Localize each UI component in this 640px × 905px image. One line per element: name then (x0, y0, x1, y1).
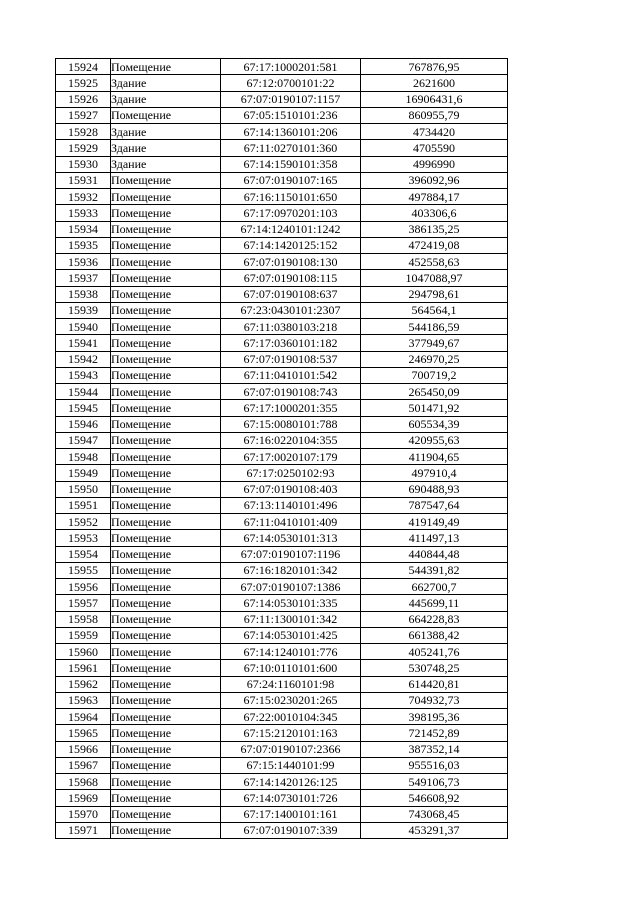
row-number-cell: 15967 (56, 757, 111, 773)
cadastral-number-cell: 67:07:0190107:165 (221, 172, 361, 188)
cadastral-number-cell: 67:11:0410101:542 (221, 367, 361, 383)
table-row (56, 449, 508, 465)
cadastral-number-cell: 67:14:0530101:335 (221, 595, 361, 611)
table-row (56, 562, 508, 578)
table-row (56, 432, 508, 448)
object-type-cell: Помещение (111, 416, 221, 432)
cadastral-value-cell: 445699,11 (361, 595, 508, 611)
object-type-cell: Помещение (111, 465, 221, 481)
cadastral-number-cell: 67:05:1510101:236 (221, 107, 361, 123)
cadastral-value-cell: 497910,4 (361, 465, 508, 481)
cadastral-value-cell: 396092,96 (361, 172, 508, 188)
table-row (56, 806, 508, 822)
row-number-cell: 15966 (56, 741, 111, 757)
object-type-cell: Помещение (111, 757, 221, 773)
object-type-cell: Помещение (111, 627, 221, 643)
cadastral-number-cell: 67:07:0190108:537 (221, 351, 361, 367)
row-number-cell: 15957 (56, 595, 111, 611)
table-row (56, 124, 508, 140)
cadastral-value-cell: 767876,95 (361, 59, 508, 75)
table-row (56, 91, 508, 107)
cadastral-number-cell: 67:11:0270101:360 (221, 140, 361, 156)
object-type-cell: Помещение (111, 59, 221, 75)
cadastral-number-cell: 67:07:0190108:130 (221, 254, 361, 270)
table-row (56, 660, 508, 676)
table-row (56, 172, 508, 188)
cadastral-number-cell: 67:07:0190108:403 (221, 481, 361, 497)
cadastral-value-cell: 661388,42 (361, 627, 508, 643)
object-type-cell: Помещение (111, 237, 221, 253)
table-row (56, 59, 508, 75)
cadastral-number-cell: 67:22:0010104:345 (221, 709, 361, 725)
cadastral-value-cell: 387352,14 (361, 741, 508, 757)
object-type-cell: Помещение (111, 692, 221, 708)
object-type-cell: Помещение (111, 579, 221, 595)
cadastral-number-cell: 67:17:1000201:355 (221, 400, 361, 416)
row-number-cell: 15930 (56, 156, 111, 172)
cadastral-value-cell: 419149,49 (361, 514, 508, 530)
row-number-cell: 15935 (56, 237, 111, 253)
row-number-cell: 15969 (56, 790, 111, 806)
cadastral-number-cell: 67:14:1590101:358 (221, 156, 361, 172)
table-row (56, 335, 508, 351)
row-number-cell: 15929 (56, 140, 111, 156)
cadastral-number-cell: 67:24:1160101:98 (221, 676, 361, 692)
row-number-cell: 15964 (56, 709, 111, 725)
row-number-cell: 15933 (56, 205, 111, 221)
object-type-cell: Помещение (111, 676, 221, 692)
object-type-cell: Помещение (111, 351, 221, 367)
table-row (56, 546, 508, 562)
cadastral-number-cell: 67:14:1360101:206 (221, 124, 361, 140)
object-type-cell: Помещение (111, 595, 221, 611)
row-number-cell: 15932 (56, 189, 111, 205)
table-row (56, 286, 508, 302)
object-type-cell: Помещение (111, 335, 221, 351)
cadastral-value-cell: 246970,25 (361, 351, 508, 367)
row-number-cell: 15939 (56, 302, 111, 318)
row-number-cell: 15925 (56, 75, 111, 91)
table-row (56, 709, 508, 725)
table-row (56, 676, 508, 692)
cadastral-number-cell: 67:17:0970201:103 (221, 205, 361, 221)
cadastral-value-cell: 2621600 (361, 75, 508, 91)
cadastral-value-cell: 700719,2 (361, 367, 508, 383)
table-row (56, 481, 508, 497)
cadastral-number-cell: 67:15:1440101:99 (221, 757, 361, 773)
object-type-cell: Здание (111, 91, 221, 107)
table-row (56, 205, 508, 221)
cadastral-value-cell: 955516,03 (361, 757, 508, 773)
cadastral-value-cell: 549106,73 (361, 774, 508, 790)
object-type-cell: Помещение (111, 774, 221, 790)
cadastral-number-cell: 67:17:0020107:179 (221, 449, 361, 465)
cadastral-value-cell: 787547,64 (361, 497, 508, 513)
table-row (56, 530, 508, 546)
cadastral-number-cell: 67:07:0190107:2366 (221, 741, 361, 757)
cadastral-value-cell: 530748,25 (361, 660, 508, 676)
cadastral-value-cell: 4705590 (361, 140, 508, 156)
row-number-cell: 15941 (56, 335, 111, 351)
row-number-cell: 15970 (56, 806, 111, 822)
row-number-cell: 15924 (56, 59, 111, 75)
object-type-cell: Помещение (111, 384, 221, 400)
cadastral-value-cell: 497884,17 (361, 189, 508, 205)
row-number-cell: 15942 (56, 351, 111, 367)
row-number-cell: 15961 (56, 660, 111, 676)
row-number-cell: 15937 (56, 270, 111, 286)
row-number-cell: 15960 (56, 644, 111, 660)
row-number-cell: 15951 (56, 497, 111, 513)
cadastral-value-cell: 614420,81 (361, 676, 508, 692)
row-number-cell: 15945 (56, 400, 111, 416)
cadastral-value-cell: 501471,92 (361, 400, 508, 416)
cadastral-value-cell: 4734420 (361, 124, 508, 140)
cadastral-number-cell: 67:14:1240101:1242 (221, 221, 361, 237)
table-row (56, 644, 508, 660)
object-type-cell: Помещение (111, 107, 221, 123)
object-type-cell: Помещение (111, 530, 221, 546)
object-type-cell: Помещение (111, 709, 221, 725)
row-number-cell: 15956 (56, 579, 111, 595)
table-row (56, 189, 508, 205)
row-number-cell: 15947 (56, 432, 111, 448)
registry-page (55, 58, 507, 839)
table-row (56, 319, 508, 335)
table-row (56, 692, 508, 708)
table-row (56, 221, 508, 237)
table-row (56, 465, 508, 481)
row-number-cell: 15955 (56, 562, 111, 578)
object-type-cell: Помещение (111, 611, 221, 627)
table-row (56, 270, 508, 286)
cadastral-value-cell: 452558,63 (361, 254, 508, 270)
table-row (56, 140, 508, 156)
cadastral-number-cell: 67:23:0430101:2307 (221, 302, 361, 318)
cadastral-number-cell: 67:16:1820101:342 (221, 562, 361, 578)
object-type-cell: Помещение (111, 400, 221, 416)
cadastral-number-cell: 67:07:0190107:1386 (221, 579, 361, 595)
cadastral-number-cell: 67:10:0110101:600 (221, 660, 361, 676)
cadastral-value-cell: 664228,83 (361, 611, 508, 627)
table-row (56, 627, 508, 643)
table-row (56, 579, 508, 595)
table-row (56, 107, 508, 123)
cadastral-number-cell: 67:15:2120101:163 (221, 725, 361, 741)
cadastral-number-cell: 67:11:0410101:409 (221, 514, 361, 530)
row-number-cell: 15965 (56, 725, 111, 741)
object-type-cell: Помещение (111, 481, 221, 497)
object-type-cell: Помещение (111, 205, 221, 221)
row-number-cell: 15936 (56, 254, 111, 270)
table-row (56, 384, 508, 400)
object-type-cell: Помещение (111, 822, 221, 838)
cadastral-number-cell: 67:14:0730101:726 (221, 790, 361, 806)
table-row (56, 822, 508, 838)
cadastral-number-cell: 67:17:1000201:581 (221, 59, 361, 75)
object-type-cell: Здание (111, 140, 221, 156)
table-row (56, 725, 508, 741)
cadastral-number-cell: 67:12:0700101:22 (221, 75, 361, 91)
object-type-cell: Помещение (111, 514, 221, 530)
object-type-cell: Помещение (111, 270, 221, 286)
object-type-cell: Помещение (111, 367, 221, 383)
object-type-cell: Помещение (111, 432, 221, 448)
cadastral-number-cell: 67:16:0220104:355 (221, 432, 361, 448)
table-row (56, 367, 508, 383)
row-number-cell: 15971 (56, 822, 111, 838)
cadastral-value-cell: 411497,13 (361, 530, 508, 546)
cadastral-value-cell: 721452,89 (361, 725, 508, 741)
table-row (56, 774, 508, 790)
cadastral-number-cell: 67:11:0380103:218 (221, 319, 361, 335)
cadastral-number-cell: 67:14:1240101:776 (221, 644, 361, 660)
object-type-cell: Помещение (111, 741, 221, 757)
cadastral-value-cell: 544186,59 (361, 319, 508, 335)
cadastral-number-cell: 67:17:1400101:161 (221, 806, 361, 822)
cadastral-value-cell: 440844,48 (361, 546, 508, 562)
cadastral-number-cell: 67:15:0230201:265 (221, 692, 361, 708)
row-number-cell: 15958 (56, 611, 111, 627)
cadastral-number-cell: 67:07:0190107:1196 (221, 546, 361, 562)
cadastral-number-cell: 67:14:1420126:125 (221, 774, 361, 790)
table-row (56, 790, 508, 806)
cadastral-value-cell: 411904,65 (361, 449, 508, 465)
row-number-cell: 15968 (56, 774, 111, 790)
row-number-cell: 15954 (56, 546, 111, 562)
cadastral-value-cell: 294798,61 (361, 286, 508, 302)
row-number-cell: 15950 (56, 481, 111, 497)
cadastral-value-cell: 704932,73 (361, 692, 508, 708)
row-number-cell: 15944 (56, 384, 111, 400)
table-row (56, 75, 508, 91)
row-number-cell: 15949 (56, 465, 111, 481)
object-type-cell: Помещение (111, 725, 221, 741)
cadastral-number-cell: 67:07:0190108:743 (221, 384, 361, 400)
cadastral-number-cell: 67:07:0190108:115 (221, 270, 361, 286)
cadastral-number-cell: 67:14:0530101:425 (221, 627, 361, 643)
object-type-cell: Здание (111, 124, 221, 140)
property-registry-table (55, 58, 508, 839)
cadastral-value-cell: 453291,37 (361, 822, 508, 838)
row-number-cell: 15948 (56, 449, 111, 465)
object-type-cell: Помещение (111, 449, 221, 465)
row-number-cell: 15934 (56, 221, 111, 237)
cadastral-value-cell: 1047088,97 (361, 270, 508, 286)
cadastral-value-cell: 265450,09 (361, 384, 508, 400)
table-row (56, 237, 508, 253)
table-row (56, 416, 508, 432)
row-number-cell: 15928 (56, 124, 111, 140)
cadastral-number-cell: 67:07:0190107:339 (221, 822, 361, 838)
row-number-cell: 15959 (56, 627, 111, 643)
table-row (56, 595, 508, 611)
object-type-cell: Помещение (111, 497, 221, 513)
row-number-cell: 15938 (56, 286, 111, 302)
object-type-cell: Помещение (111, 286, 221, 302)
object-type-cell: Помещение (111, 790, 221, 806)
table-row (56, 757, 508, 773)
row-number-cell: 15940 (56, 319, 111, 335)
table-row (56, 497, 508, 513)
row-number-cell: 15926 (56, 91, 111, 107)
cadastral-number-cell: 67:16:1150101:650 (221, 189, 361, 205)
object-type-cell: Помещение (111, 302, 221, 318)
object-type-cell: Помещение (111, 189, 221, 205)
cadastral-value-cell: 16906431,6 (361, 91, 508, 107)
cadastral-value-cell: 690488,93 (361, 481, 508, 497)
table-row (56, 254, 508, 270)
cadastral-value-cell: 377949,67 (361, 335, 508, 351)
cadastral-number-cell: 67:17:0360101:182 (221, 335, 361, 351)
object-type-cell: Помещение (111, 254, 221, 270)
cadastral-number-cell: 67:14:1420125:152 (221, 237, 361, 253)
object-type-cell: Здание (111, 156, 221, 172)
cadastral-value-cell: 420955,63 (361, 432, 508, 448)
row-number-cell: 15953 (56, 530, 111, 546)
row-number-cell: 15927 (56, 107, 111, 123)
cadastral-value-cell: 605534,39 (361, 416, 508, 432)
row-number-cell: 15946 (56, 416, 111, 432)
object-type-cell: Здание (111, 75, 221, 91)
row-number-cell: 15963 (56, 692, 111, 708)
cadastral-value-cell: 662700,7 (361, 579, 508, 595)
object-type-cell: Помещение (111, 806, 221, 822)
cadastral-number-cell: 67:14:0530101:313 (221, 530, 361, 546)
object-type-cell: Помещение (111, 319, 221, 335)
cadastral-number-cell: 67:15:0080101:788 (221, 416, 361, 432)
row-number-cell: 15943 (56, 367, 111, 383)
table-body (56, 59, 508, 839)
object-type-cell: Помещение (111, 660, 221, 676)
object-type-cell: Помещение (111, 644, 221, 660)
cadastral-value-cell: 860955,79 (361, 107, 508, 123)
table-row (56, 611, 508, 627)
object-type-cell: Помещение (111, 546, 221, 562)
row-number-cell: 15931 (56, 172, 111, 188)
cadastral-value-cell: 405241,76 (361, 644, 508, 660)
cadastral-number-cell: 67:17:0250102:93 (221, 465, 361, 481)
cadastral-value-cell: 4996990 (361, 156, 508, 172)
cadastral-value-cell: 743068,45 (361, 806, 508, 822)
cadastral-number-cell: 67:11:1300101:342 (221, 611, 361, 627)
row-number-cell: 15962 (56, 676, 111, 692)
row-number-cell: 15952 (56, 514, 111, 530)
cadastral-number-cell: 67:07:0190107:1157 (221, 91, 361, 107)
table-row (56, 741, 508, 757)
table-row (56, 351, 508, 367)
cadastral-value-cell: 544391,82 (361, 562, 508, 578)
table-row (56, 302, 508, 318)
table-row (56, 514, 508, 530)
cadastral-value-cell: 564564,1 (361, 302, 508, 318)
table-row (56, 156, 508, 172)
cadastral-number-cell: 67:13:1140101:496 (221, 497, 361, 513)
object-type-cell: Помещение (111, 221, 221, 237)
cadastral-value-cell: 472419,08 (361, 237, 508, 253)
cadastral-value-cell: 398195,36 (361, 709, 508, 725)
cadastral-value-cell: 546608,92 (361, 790, 508, 806)
cadastral-number-cell: 67:07:0190108:637 (221, 286, 361, 302)
table-row (56, 400, 508, 416)
cadastral-value-cell: 403306,6 (361, 205, 508, 221)
object-type-cell: Помещение (111, 562, 221, 578)
cadastral-value-cell: 386135,25 (361, 221, 508, 237)
object-type-cell: Помещение (111, 172, 221, 188)
